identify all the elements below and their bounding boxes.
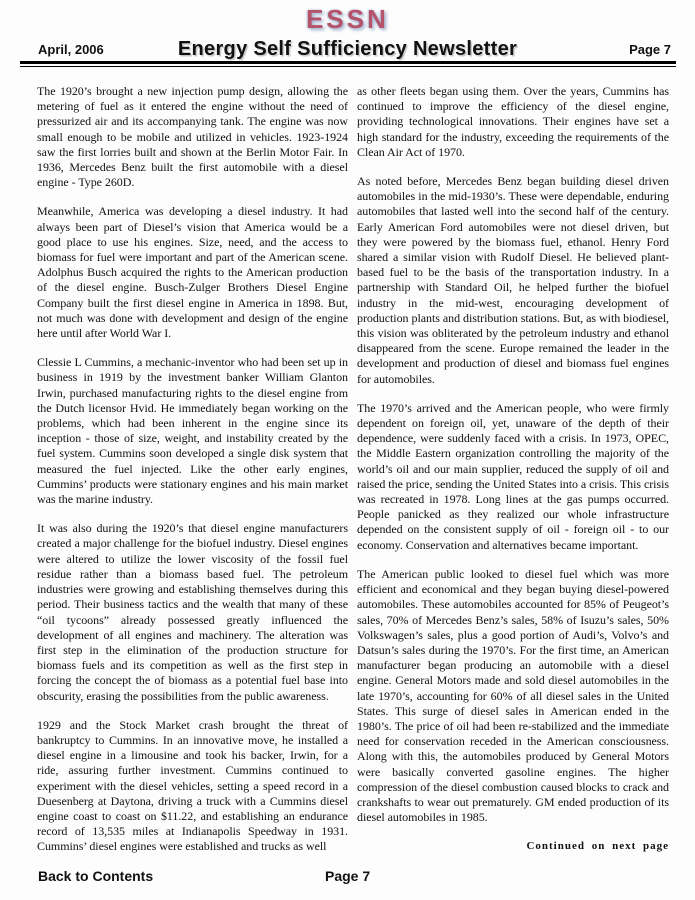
paragraph-left-5: 1929 and the Stock Market crash brought the threat of bankruptcy to Cummins. In an innovative move, he installed a diesel engine in a limousine and took his backer, Irwin, for a ride, assuring further investment. Cummins continued to experiment with the diesel vehicles, setting a speed record in a Duesenberg at Daytona, driving a truck with a Cummins diesel engine coast to coast on $11.22, and establishing an endurance record of 13,535 miles at Indianapolis Speedway in 1931. Cummins’ diesel engines were established and trucks as well xyxy=(37,717,348,854)
paragraph-right-1: as other fleets began using them. Over the years, Cummins has continued to improve the efficiency of the diesel engine, providing technological innovations. Their engines have set a high standard for the industry, exceeding the requirements of the Clean Air Act of 1970. xyxy=(357,84,669,159)
paragraph-left-4: It was also during the 1920’s that diesel engine manufacturers created a major challenge for the biofuel industry. Diesel engines were altered to utilize the lower viscosity of the fossil fuel residue rather than a biomass based fuel. The petroleum industries were growing and establishing themselves during this period. Their business tactics and the wealth that many of these “oil tycoons” already possessed greatly influenced the development of all engines and machinery. The alteration was first step in the elimination of the production structure for biomass fuels and its competition as well as the first step in forcing the concept the of biomass as a potential fuel base into obscurity, erasing the possibilities from the public awareness. xyxy=(37,521,348,703)
paragraph-left-3: Clessie L Cummins, a mechanic-inventor who had been set up in business in 1919 by the investment banker William Glanton Irwin, purchased manufacturing rights to the diesel engine from the Dutch licensor Hvid. He immediately began working on the problems, which had been inherent in the engine since its inception - those of size, weight, and instability created by the fuel system. Cummins soon developed a single disk system that measured the fuel injected. Like the other early engines, Cummins’ products were stationary engines and his main market was the marine industry. xyxy=(37,355,348,507)
newsletter-logo: ESSN xyxy=(306,4,389,34)
paragraph-right-4: The American public looked to diesel fuel which was more efficient and economical and they began buying diesel-powered automobiles. These automobiles accounted for 85% of Peugeot’s sales, 70% of Mercedes Benz’s sales, 58% of Isuzu’s sales, 50% Volkswagen’s sales, plus a good portion of Audi’s, Volvo’s and Datsun’s sales during the 1970’s. For the first time, an American manufacturer began producing an automobile with a diesel engine. General Motors made and sold diesel automobiles in the late 1970’s, accounting for 60% of all diesel sales in the United States. This surge of diesel sales in American ended in the 1980’s. The price of oil had been re-stabilized and the immediate need for conservation receded in the American consciousness. Along with this, the automobiles produced by General Motors were basically converted gasoline engines. The higher compression of the diesel combustion caused blocks to crack and crankshafts to wear out prematurely. GM ended production of its diesel automobiles in 1985. xyxy=(357,566,669,825)
right-column xyxy=(357,84,669,855)
footer-page-number: Page 7 xyxy=(325,868,371,884)
header-rule-thick xyxy=(20,61,676,64)
header-rule-thin xyxy=(20,66,676,67)
paragraph-left-2: Meanwhile, America was developing a diesel industry. It had always been part of Diesel’s vision that America would be a good place to use his engines. Size, need, and the access to biomass for fuel were important and part of the American scene. Adolphus Busch acquired the rights to the American production of the diesel engine. Busch-Zulger Brothers Diesel Engine Company built the first diesel engine in America in 1898. But, not much was done with development and design of the engine here until after World War I. xyxy=(37,204,348,341)
continued-note: Continued on next page xyxy=(526,840,669,853)
paragraph-left-1: The 1920’s brought a new injection pump design, allowing the metering of fuel as it entered the engine without the need of pressurized air and its accompanying tank. The engine was now small enough to be mobile and utilized in vehicles. 1923-1924 saw the first lorries built and shown at the Berlin Motor Fair. In 1936, Mercedes Benz built the first automobile with a diesel engine - Type 260D. xyxy=(37,84,348,190)
issue-date: April, 2006 xyxy=(38,42,104,57)
back-to-contents-link[interactable]: Back to Contents xyxy=(38,868,154,884)
header-page-number: Page 7 xyxy=(629,42,671,57)
paragraph-right-2: As noted before, Mercedes Benz began building diesel driven automobiles in the mid-1930’s. These were dependable, enduring automobiles that lasted well into the second half of the century. Early American Ford automobiles were not diesel driven, but they were powered by the biomass fuel, ethanol. Henry Ford shared a similar vision with Rudolf Diesel. He believed plant-based fuel to be the basis of the transportation industry. In a partnership with Standard Oil, he helped further the biofuel industry in the mid-west, encouraging development of production plants and distribution stations. But, as with biodiesel, this vision was obliterated by the petroleum industry and ethanol disappeared from the scene. Europe remained the leader in the development and production of diesel and biomass fuel engines for automobiles. xyxy=(357,174,669,386)
paragraph-right-3: The 1970’s arrived and the American people, who were firmly dependent on foreign oil, yet, unaware of the depth of their dependence, were suddenly faced with a crisis. In 1973, OPEC, the Middle Eastern organization controlling the majority of the world’s oil and our main supplier, reduced the supply of oil and raised the price, sending the United States into a crisis. This crisis was recreated in 1978. Long lines at the gas pumps occurred. People panicked as they realized our whole infrastructure depended on the consistent supply of oil - foreign oil - to our economy. Conservation and alternatives became important. xyxy=(357,400,669,552)
left-column xyxy=(37,84,348,869)
newsletter-title: Energy Self Sufficiency Newsletter xyxy=(177,38,518,60)
